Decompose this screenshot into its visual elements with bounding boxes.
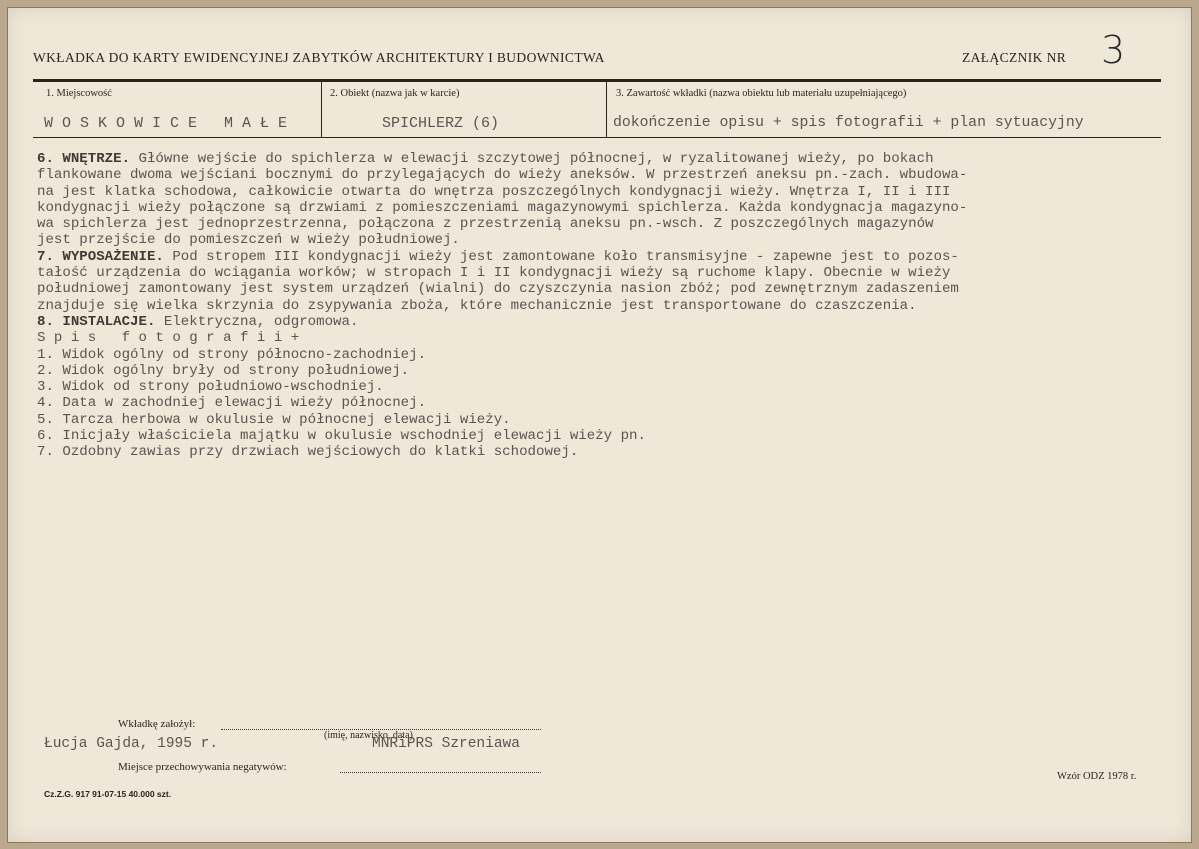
object-label: 2. Obiekt (nazwa jak w karcie): [330, 88, 460, 99]
section-heading: 7. WYPOSAŻENIE.: [37, 248, 164, 265]
print-info: Cz.Z.G. 917 91-07-15 40.000 szt.: [44, 789, 172, 799]
annex-label: ZAŁĄCZNIK NR: [962, 50, 1067, 65]
section-body: Elektryczna, odgromowa.: [155, 313, 359, 330]
section-body: S p i s f o t o g r a f i i + 1. Widok ogólny od strony północno-zachodniej. 2. Widok ogólny bryły od strony południowej. 3. Widok od strony południowo-wschodniej. 4. Data w zachodniej elewacji wieży północnej. 5. Tarcza herbowa w okulusie w północnej elewacji wieży. 6. Inicjały właściciela majątku w okulusie wschodniej elewacji wieży pn. 7. Ozdobny zawias przy drzwiach wejściowych do klatki schodowej.: [37, 330, 646, 461]
prepared-value: Łucja Gajda, 1995 r.: [44, 736, 219, 752]
prepared-hint: (imię, nazwisko, data): [324, 730, 413, 741]
form-title: WKŁADKA DO KARTY EWIDENCYJNEJ ZABYTKÓW ARCHITEKTURY I BUDOWNICTWA: [33, 50, 605, 65]
photo-list: [37, 330, 1161, 460]
header-rule: [33, 79, 1161, 82]
section-heading: 8. INSTALACJE.: [37, 313, 156, 330]
section-body: Główne wejście do spichlerza w elewacji szczytowej północnej, w ryzalitowanej wieży, po bokach flankowane dwoma wejściani bocznymi do przylegających do wieży aneksów. W przestrzeń aneksu pn.-zach. wbudowa- na jest klatka schodowa, całkowicie otwarta do wnętrza poszczególnych kondygnacji wieży. Wnętrza I, II i III kondygnacji wieży połączone są drzwiami z pomieszczeniami magazynowymi spichlerza. Każda kondygnacja magazyno- wa spichlerza jest jednoprzestrzenna, połączona z przestrzenią aneksu pn.-wsch. Z poszczególnych magazynów jest przejście do pomieszczeń w wieży południowej.: [37, 151, 968, 249]
object-value: SPICHLERZ (6): [382, 115, 500, 132]
negatives-dotline: [340, 772, 541, 773]
form-model: Wzór ODZ 1978 r.: [1057, 771, 1137, 782]
field-bottom-rule: [33, 137, 1161, 138]
description-text: [37, 151, 1161, 461]
prepared-label: Wkładkę założył:: [118, 718, 196, 730]
field-divider-2: [606, 82, 607, 137]
locality-label: 1. Miejscowość: [46, 88, 112, 99]
section-equipment: [37, 249, 1161, 314]
section-heading: 6. WNĘTRZE.: [37, 151, 131, 167]
field-divider-1: [321, 82, 322, 137]
contents-value: dokończenie opisu + spis fotografii + plan sytuacyjny: [613, 115, 1084, 131]
negatives-label: Miejsce przechowywania negatywów:: [118, 761, 287, 773]
annex-number: 3: [1101, 28, 1126, 72]
locality-value: W O S K O W I C E M A Ł E: [44, 115, 288, 132]
section-interior: [37, 151, 1161, 249]
contents-label: 3. Zawartość wkładki (nazwa obiektu lub materiału uzupełniającego): [616, 88, 907, 99]
storage-value: MNRiPRS Szreniawa: [372, 736, 520, 752]
section-body: Pod stropem III kondygnacji wieży jest zamontowane koło transmisyjne - zapewne jest to pozos- tałość urządzenia do wciągania worków; w stropach I i II kondygnacji wieży są ruchome klapy. Obecnie w wieży południowej zamontowany jest system urządzeń (wialni) do czyszczynia nasion zbóż; pod zewnętrznym zadaszeniem znajduje się wielka skrzynia do zsypywania zboża, które mechanicznie jest transportowane do czaszczenia.: [37, 248, 959, 314]
section-installations: [37, 314, 1161, 330]
